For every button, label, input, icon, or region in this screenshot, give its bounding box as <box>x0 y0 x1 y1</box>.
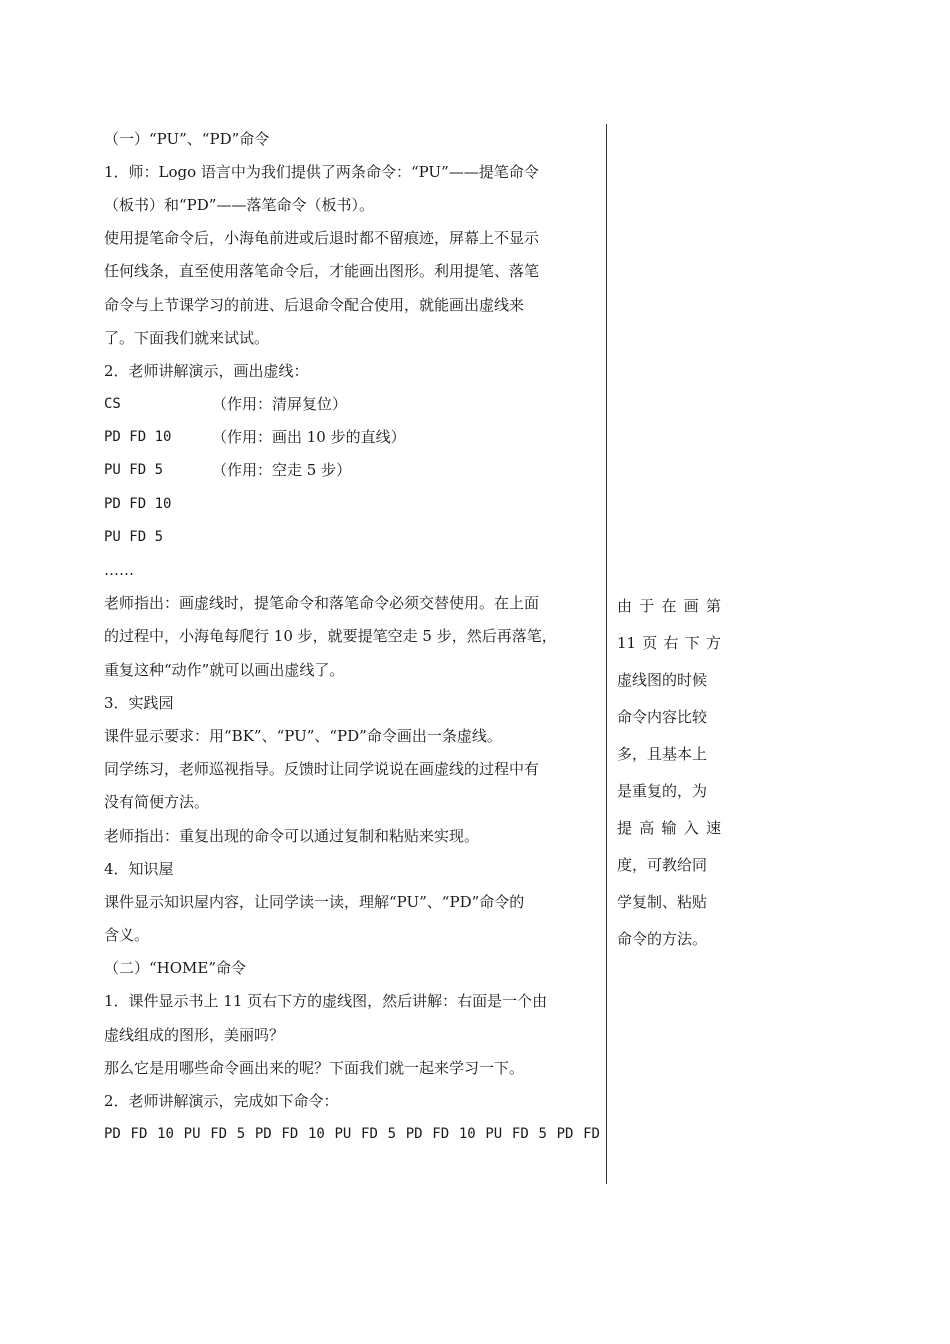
side-note-line <box>617 809 721 846</box>
command-token: FD <box>281 1126 299 1143</box>
side-note-char: 输 <box>661 818 677 837</box>
section-title-home: （二）“HOME”命令 <box>104 959 247 978</box>
side-note-line: 命令内容比较 <box>617 707 708 726</box>
ellipsis: …… <box>104 561 134 580</box>
paragraph-line: （板书）和“PD”——落笔命令（板书）。 <box>104 195 374 214</box>
code-line <box>104 421 600 454</box>
command-token: FD <box>432 1126 450 1143</box>
side-note-line <box>617 587 721 624</box>
paragraph-line: 虚线组成的图形，美丽吗？ <box>104 1025 285 1044</box>
paragraph-line: 2．老师讲解演示，画出虚线： <box>104 361 309 380</box>
side-note-char: 下 <box>684 633 700 652</box>
code-command: PU FD 5 <box>104 528 164 545</box>
side-note-line <box>617 624 721 661</box>
command-token: FD <box>130 1126 148 1143</box>
code-note: （作用：清屏复位） <box>212 395 348 414</box>
side-note-line: 是重复的，为 <box>617 781 708 800</box>
side-note-char: 页 <box>642 633 658 652</box>
paragraph-line: 没有简便方法。 <box>104 793 210 812</box>
paragraph-line: 使用提笔命令后，小海龟前进或后退时都不留痕迹，屏幕上不显示 <box>104 229 540 248</box>
code-command: PD FD 10 <box>104 429 172 446</box>
side-note-line: 学复制、粘贴 <box>617 892 708 911</box>
command-token: PD <box>254 1126 272 1143</box>
command-token: PD <box>405 1126 423 1143</box>
side-note-char: 入 <box>683 818 699 837</box>
command-token: FD <box>210 1126 228 1143</box>
side-note-char: 由 <box>617 596 633 615</box>
side-note-column <box>617 587 721 957</box>
paragraph-line: 任何线条，直至使用落笔命令后，才能画出图形。利用提笔、落笔 <box>104 262 540 281</box>
text-span: 1．师：Logo 语言中为我们提供了两条命令：“PU”——提笔命令 <box>104 162 539 181</box>
side-note-line: 度，可教给同 <box>617 855 708 874</box>
side-note-char: 方 <box>705 633 721 652</box>
paragraph-line: 课件显示知识屋内容，让同学读一读，理解“PU”、“PD”命令的 <box>104 892 525 911</box>
paragraph-line: 那么它是用哪些命令画出来的呢？下面我们就一起来学习一下。 <box>104 1058 525 1077</box>
paragraph-line: 命令与上节课学习的前进、后退命令配合使用，就能画出虚线来 <box>104 295 525 314</box>
side-note-char: 在 <box>661 596 677 615</box>
command-token: 10 <box>157 1126 174 1143</box>
paragraph-line: 1．课件显示书上 11 页右下方的虚线图，然后讲解：右面是一个由 <box>104 992 548 1011</box>
paragraph-line: 了。下面我们就来试试。 <box>104 328 270 347</box>
command-token: PU <box>334 1126 352 1143</box>
side-note-line: 虚线图的时候 <box>617 670 708 689</box>
command-token: FD <box>361 1126 378 1143</box>
side-note-char: 提 <box>617 818 633 837</box>
side-note-char: 高 <box>639 818 655 837</box>
command-token: PD <box>556 1126 574 1143</box>
code-line <box>104 454 600 487</box>
command-token: FD <box>511 1126 529 1143</box>
command-token: 10 <box>458 1126 476 1143</box>
code-command: PU FD 5 <box>104 462 164 479</box>
command-token: 5 <box>236 1126 246 1143</box>
command-token: PD <box>104 1126 121 1143</box>
side-note-char: 11 <box>617 633 637 652</box>
paragraph-line: 2．老师讲解演示，完成如下命令： <box>104 1092 339 1111</box>
side-note-line: 多，且基本上 <box>617 744 708 763</box>
side-note-char: 右 <box>663 633 679 652</box>
command-token: FD <box>583 1126 600 1143</box>
side-note-char: 第 <box>705 596 721 615</box>
code-note: （作用：空走 5 步） <box>212 461 352 480</box>
paragraph-line: 含义。 <box>104 926 150 945</box>
side-note-char: 于 <box>639 596 655 615</box>
code-command: CS <box>104 396 121 413</box>
command-token: 5 <box>387 1126 397 1143</box>
paragraph-line: 的过程中，小海龟每爬行 10 步，就要提笔空走 5 步，然后再落笔， <box>104 627 557 646</box>
paragraph-line: 3．实践园 <box>104 693 174 712</box>
side-note-char: 画 <box>683 596 699 615</box>
paragraph-line <box>104 155 600 188</box>
code-command: PD FD 10 <box>104 495 172 512</box>
paragraph-line: 课件显示要求：用“BK”、“PU”、“PD”命令画出一条虚线。 <box>104 726 502 745</box>
code-note: （作用：画出 10 步的直线） <box>212 428 406 447</box>
code-line <box>104 520 600 553</box>
paragraph-line: 同学练习，老师巡视指导。反馈时让同学说说在画虚线的过程中有 <box>104 760 540 779</box>
side-note-char: 速 <box>705 818 721 837</box>
code-line <box>104 487 600 520</box>
command-token: 5 <box>538 1126 547 1143</box>
main-column <box>104 122 600 1151</box>
command-token: PU <box>183 1126 201 1143</box>
command-sequence-line <box>104 1118 600 1151</box>
column-divider <box>606 124 607 1184</box>
paragraph-line: 重复这种“动作”就可以画出虚线了。 <box>104 660 345 679</box>
paragraph-line: 老师指出：画虚线时，提笔命令和落笔命令必须交替使用。在上面 <box>104 594 540 613</box>
paragraph-line: 老师指出：重复出现的命令可以通过复制和粘贴来实现。 <box>104 826 480 845</box>
command-token: 10 <box>307 1126 325 1143</box>
command-token: PU <box>485 1126 503 1143</box>
side-note-line: 命令的方法。 <box>617 929 708 948</box>
paragraph-line: 4．知识屋 <box>104 859 174 878</box>
code-line <box>104 388 600 421</box>
section-title-pu-pd: （一）“PU”、“PD”命令 <box>104 129 270 148</box>
